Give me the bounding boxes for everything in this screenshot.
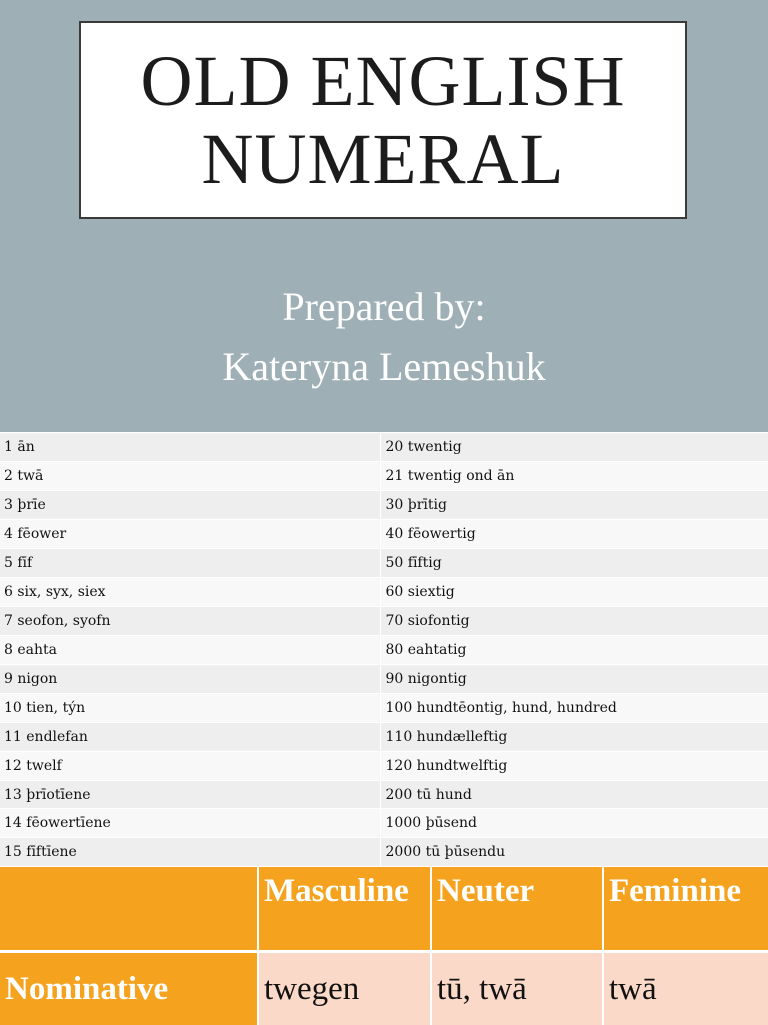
header-feminine: Feminine	[603, 867, 768, 952]
table-row	[0, 607, 768, 636]
declension-table	[0, 867, 768, 1025]
row-label-nominative: Nominative	[0, 952, 258, 1025]
table-row	[0, 549, 768, 578]
numeral-cell-left: 1 ān	[0, 433, 380, 462]
numeral-cell-right: 40 fēowertig	[380, 520, 768, 549]
numeral-cell-right: 200 tū hund	[380, 780, 768, 809]
subtitle-author: Kateryna Lemeshuk	[0, 343, 768, 391]
numeral-cell-right: 90 nigontig	[380, 664, 768, 693]
numeral-cell-right: 20 twentig	[380, 433, 768, 462]
numeral-cell-left: 7 seofon, syofn	[0, 607, 380, 636]
numeral-cell-right: 120 hundtwelftig	[380, 751, 768, 780]
numeral-cell-right: 100 hundtēontig, hund, hundred	[380, 693, 768, 722]
numeral-cell-right: 110 hundælleftig	[380, 722, 768, 751]
header-neuter: Neuter	[431, 867, 603, 952]
numeral-cell-right: 80 eahtatig	[380, 635, 768, 664]
numeral-cell-right: 21 twentig ond ān	[380, 462, 768, 491]
numeral-cell-right: 60 siextig	[380, 578, 768, 607]
numeral-cell-left: 13 þrīotīene	[0, 780, 380, 809]
numeral-cell-left: 8 eahta	[0, 635, 380, 664]
cell-feminine: twā	[603, 952, 768, 1025]
table-row	[0, 693, 768, 722]
table-row	[0, 433, 768, 462]
table-row	[0, 635, 768, 664]
header-blank-cell	[0, 867, 258, 952]
header-masculine: Masculine	[258, 867, 431, 952]
table-row	[0, 664, 768, 693]
table-row	[0, 780, 768, 809]
numeral-cell-right: 30 þrītig	[380, 491, 768, 520]
numeral-cell-left: 14 fēowertīene	[0, 809, 380, 838]
table-row	[0, 722, 768, 751]
table-row	[0, 520, 768, 549]
title-line-2: NUMERAL	[202, 120, 565, 198]
numeral-cell-right: 70 siofontig	[380, 607, 768, 636]
numeral-cell-right: 1000 þūsend	[380, 809, 768, 838]
numeral-cell-left: 6 six, syx, siex	[0, 578, 380, 607]
title-banner	[0, 0, 768, 432]
numeral-cell-left: 3 þrīe	[0, 491, 380, 520]
table-row	[0, 578, 768, 607]
numeral-cell-left: 15 fīftīene	[0, 838, 380, 867]
numeral-cell-right: 2000 tū þūsendu	[380, 838, 768, 867]
numeral-cell-left: 4 fēower	[0, 520, 380, 549]
declension-header-row	[0, 867, 768, 952]
numeral-cell-left: 2 twā	[0, 462, 380, 491]
numeral-cell-left: 9 nigon	[0, 664, 380, 693]
cell-masculine: twegen	[258, 952, 431, 1025]
numeral-cell-left: 12 twelf	[0, 751, 380, 780]
table-row	[0, 462, 768, 491]
title-box	[79, 21, 687, 219]
table-row	[0, 809, 768, 838]
declension-row-nominative	[0, 952, 768, 1025]
table-row	[0, 838, 768, 867]
numeral-cell-left: 5 fīf	[0, 549, 380, 578]
cell-neuter: tū, twā	[431, 952, 603, 1025]
table-row	[0, 751, 768, 780]
title-line-1: OLD ENGLISH	[141, 42, 626, 120]
table-row	[0, 491, 768, 520]
subtitle-prepared-by: Prepared by:	[0, 283, 768, 331]
numeral-cell-left: 11 endlefan	[0, 722, 380, 751]
numeral-cell-right: 50 fīftig	[380, 549, 768, 578]
numerals-table	[0, 433, 768, 867]
numeral-cell-left: 10 tien, týn	[0, 693, 380, 722]
